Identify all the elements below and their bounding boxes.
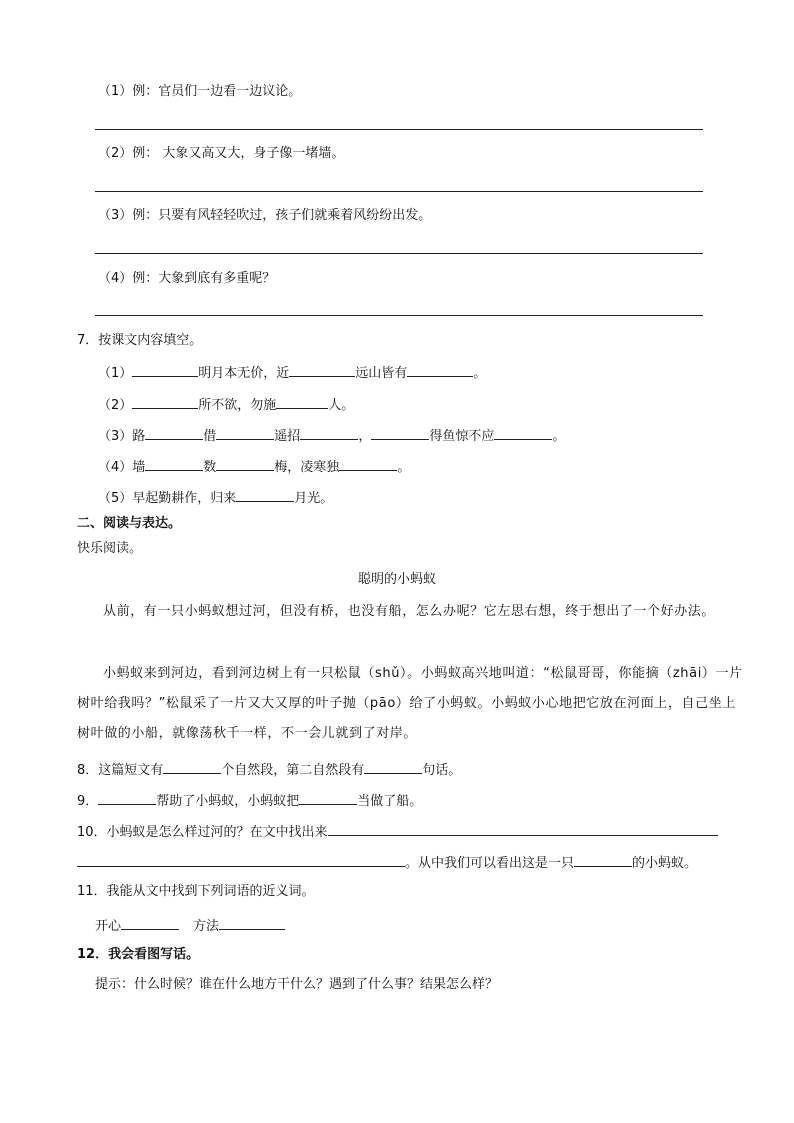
fill-blank[interactable] <box>328 821 718 836</box>
fill-blank[interactable] <box>132 394 198 409</box>
q7-l4-b: 数 <box>203 460 217 475</box>
q11-words <box>95 915 285 936</box>
q12-hint: 提示：什么时候？谁在什么地方干什么？遇到了什么事？结果怎么样？ <box>95 977 499 992</box>
q7-l3-b: 借 <box>203 429 217 444</box>
q9-b: 帮助了小蚂蚁，小蚂蚁把 <box>156 794 300 809</box>
q9-c: 当做了船。 <box>357 794 423 809</box>
fill-blank[interactable] <box>299 790 357 805</box>
q11-word-1: 开心 <box>95 919 122 934</box>
fill-blank[interactable] <box>145 456 203 471</box>
q7-l3-a: （3）路 <box>98 429 146 444</box>
q7-l3-d: ， <box>358 429 372 444</box>
q7-l4-a: （4）墙 <box>98 460 146 475</box>
answer-line-4[interactable] <box>95 315 703 316</box>
q10-b: 。从中我们可以看出这是一只 <box>405 856 575 871</box>
q7-l5-a: （5）早起勤耕作，归来 <box>98 491 237 506</box>
fill-blank[interactable] <box>216 425 274 440</box>
q8-a: 8．这篇短文有 <box>77 763 164 778</box>
q7-title: 7．按课文内容填空。 <box>77 333 203 348</box>
fill-blank[interactable] <box>276 394 328 409</box>
q7-l1-d: 。 <box>473 366 487 381</box>
q7-line-3 <box>98 425 565 446</box>
q8-b: 个自然段，第二自然段有 <box>221 763 365 778</box>
fill-blank[interactable] <box>574 852 632 867</box>
q7-l4-c: 梅，凌寒独 <box>274 460 340 475</box>
fill-blank[interactable] <box>236 487 294 502</box>
q6-item-2: （2）例： 大象又高又大，身子像一堵墙。 <box>98 146 345 161</box>
q7-line-1 <box>98 362 486 383</box>
answer-line-1[interactable] <box>95 129 703 130</box>
q8 <box>77 759 461 780</box>
fill-blank[interactable] <box>98 790 156 805</box>
fill-blank[interactable] <box>289 362 355 377</box>
q10-line-1 <box>77 821 718 842</box>
fill-blank[interactable] <box>371 425 429 440</box>
q7-l2-b: 所不欲，勿施 <box>198 398 277 413</box>
q10-line-2 <box>77 852 697 873</box>
q7-l2-a: （2） <box>98 398 133 413</box>
q6-item-1: （1）例：官员们一边看一边议论。 <box>98 84 302 99</box>
q11-title: 11．我能从文中找到下列词语的近义词。 <box>77 884 315 899</box>
q7-l1-b: 明月本无价，近 <box>198 366 290 381</box>
q7-l3-e: 得鱼惊不应 <box>429 429 495 444</box>
q12-title: 12．我会看图写话。 <box>77 947 200 962</box>
q7-l3-f: 。 <box>552 429 566 444</box>
section-intro: 快乐阅读。 <box>77 541 143 556</box>
q10-c: 的小蚂蚁。 <box>632 856 698 871</box>
q6-item-3: （3）例：只要有风轻轻吹过，孩子们就乘着风纷纷出发。 <box>98 208 432 223</box>
fill-blank[interactable] <box>407 362 473 377</box>
q7-line-2 <box>98 394 354 415</box>
q9-a: 9． <box>77 794 99 809</box>
fill-blank[interactable] <box>145 425 203 440</box>
q10-a: 10．小蚂蚁是怎么样过河的？在文中找出来 <box>77 825 328 840</box>
q6-item-4: （4）例：大象到底有多重呢？ <box>98 271 276 286</box>
q7-l4-d: 。 <box>397 460 411 475</box>
q7-line-4 <box>98 456 410 477</box>
story-paragraph-2: 小蚂蚁来到河边，看到河边树上有一只松鼠（shǔ）。小蚂蚁高兴地叫道：“松鼠哥哥，你能摘（zhāi）一片树叶给我吗？”松鼠采了一片又大又厚的叶子抛（pāo）给了小蚂蚁。小蚂蚁小心地把它放在河面上，自己坐上树叶做的小船，就像荡秋千一样，不一会儿就到了对岸。 <box>77 666 743 741</box>
fill-blank[interactable] <box>132 362 198 377</box>
story-title: 聪明的小蚂蚁 <box>357 572 436 587</box>
fill-blank[interactable] <box>77 852 405 867</box>
fill-blank[interactable] <box>216 456 274 471</box>
section-heading: 二、阅读与表达。 <box>77 516 182 531</box>
q7-l3-c: 遥招 <box>274 429 301 444</box>
q7-l2-c: 人。 <box>328 398 355 413</box>
q11-word-2: 方法 <box>193 919 220 934</box>
fill-blank[interactable] <box>300 425 358 440</box>
fill-blank[interactable] <box>219 915 285 930</box>
answer-line-2[interactable] <box>95 191 703 192</box>
q8-c: 句话。 <box>422 763 462 778</box>
q7-l1-a: （1） <box>98 366 133 381</box>
fill-blank[interactable] <box>163 759 221 774</box>
fill-blank[interactable] <box>121 915 179 930</box>
q7-l5-b: 月光。 <box>294 491 334 506</box>
q7-l1-c: 远山皆有 <box>355 366 408 381</box>
answer-line-3[interactable] <box>95 253 703 254</box>
fill-blank[interactable] <box>364 759 422 774</box>
fill-blank[interactable] <box>339 456 397 471</box>
q9 <box>77 790 422 811</box>
story-paragraph-1: 从前，有一只小蚂蚁想过河，但没有桥，也没有船，怎么办呢？它左思右想，终于想出了一个好办法。 <box>103 604 716 619</box>
q7-line-5 <box>98 487 333 508</box>
fill-blank[interactable] <box>494 425 552 440</box>
